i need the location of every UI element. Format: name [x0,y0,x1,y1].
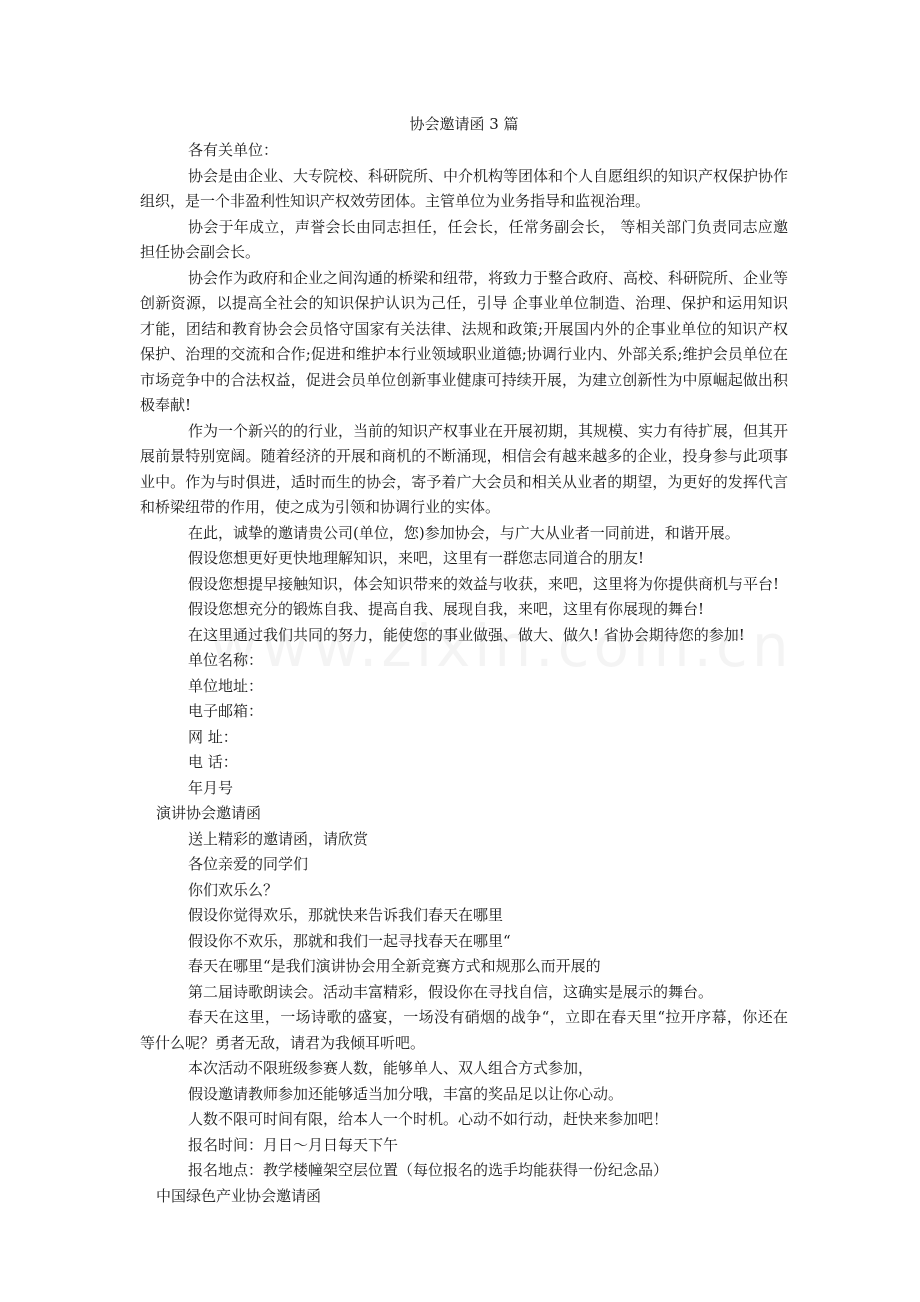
paragraph: 协会是由企业、大专院校、科研院所、中介机构等团体和个人自愿组织的知识产权保护协作组织，是一个非盈利性知识产权效劳团体。主管单位为业务指导和监视治理。 [140,166,789,210]
date-line: 年月号 [188,778,234,797]
paragraph: 假设邀请教师参加还能够适当加分哦，丰富的奖品足以让你心动。 [188,1084,624,1103]
section-heading: 中国绿色产业协会邀请函 [156,1186,322,1205]
paragraph: 协会作为政府和企业之间沟通的桥梁和纽带，将致力于整合政府、高校、科研院所、企业等创新资源，以提高全社会的知识保护认识为己任，引导 企事业单位制造、治理、保护和运用知识才能，团结和教育协会会员恪守国家有关法律、法规和政策;开展国内外的企事业单位的知识产权保护、治理的交流和合作;促进和维护本行业领域职业道德;协调行业内、外部关系;维护会员单位在市场竞争中的合法权益，促进会员单位创新事业健康可持续开展，为建立创新性为中原崛起做出积极奉献! [140,268,789,414]
form-field-label: 单位地址： [188,676,264,695]
document-page [140,112,788,1209]
paragraph: 各位亲爱的同学们 [188,855,309,873]
paragraph: 作为一个新兴的的行业，当前的知识产权事业在开展初期，其规模、实力有待扩展，但其开展前景特别宽阔。随着经济的开展和商机的不断涌现，相信会有越来越多的企业，投身参与此项事业中。作为与时俱进，适时而生的协会，寄予着广大会员和相关从业者的期望，为更好的发挥代言和桥梁纽带的作用，使之成为引领和协调行业的实体。 [140,421,789,516]
salutation: 各有关单位： [188,141,279,159]
section-heading: 演讲协会邀请函 [156,804,262,822]
paragraph: 假设您想更好更快地理解知识，来吧，这里有一群您志同道合的朋友! [188,549,645,567]
paragraph: 在这里通过我们共同的努力，能使您的事业做强、做大、做久! 省协会期待您的参加! [188,625,745,644]
paragraph: 春天在哪里“是我们演讲协会用全新竞赛方式和规那么而开展的 [188,957,601,975]
form-field-label: 电 话： [188,753,238,771]
paragraph: 假设你觉得欢乐，那就快来告诉我们春天在哪里 [188,906,504,924]
paragraph: 假设您想充分的锻炼自我、提高自我、展现自我，来吧，这里有你展现的舞台! [188,600,705,618]
paragraph: 人数不限可时间有限，给本人一个时机。心动不如行动，赶快来参加吧！ [188,1110,669,1128]
paragraph: 本次活动不限班级参赛人数，能够单人、双人组合方式参加， [188,1059,594,1077]
paragraph: 假设您想提早接触知识，体会知识带来的效益与收获，来吧，这里将为你提供商机与平台! [188,574,780,593]
paragraph: 报名时间：月日～月日每天下午 [188,1135,399,1154]
paragraph: 第二届诗歌朗读会。活动丰富精彩，假设你在寻找自信，这确实是展示的舞台。 [188,982,714,1001]
paragraph: 报名地点：教学楼幢架空层位置（每位报名的选手均能获得一份纪念品） [188,1161,669,1179]
form-field-label: 单位名称： [188,651,264,669]
paragraph: 送上精彩的邀请函，请欣赏 [188,829,369,848]
form-field-label: 电子邮箱： [188,702,264,720]
paragraph: 春天在这里，一场诗歌的盛宴，一场没有硝烟的战争“，立即在春天里“拉开序幕，你还在等什么呢？勇者无敌，请君为我倾耳听吧。 [140,1008,788,1052]
paragraph: 在此，诚挚的邀请贵公司(单位，您)参加协会，与广大从业者一同前进，和谐开展。 [188,523,740,542]
document-title: 协会邀请函 3 篇 [409,115,519,133]
form-field-label: 网 址： [188,727,238,746]
paragraph: 假设你不欢乐，那就和我们一起寻找春天在哪里“ [188,931,511,950]
paragraph: 协会于年成立，声誉会长由同志担任，任会长，任常务副会长， 等相关部门负责同志应邀担任协会副会长。 [140,217,788,261]
paragraph: 你们欢乐么？ [188,880,279,899]
